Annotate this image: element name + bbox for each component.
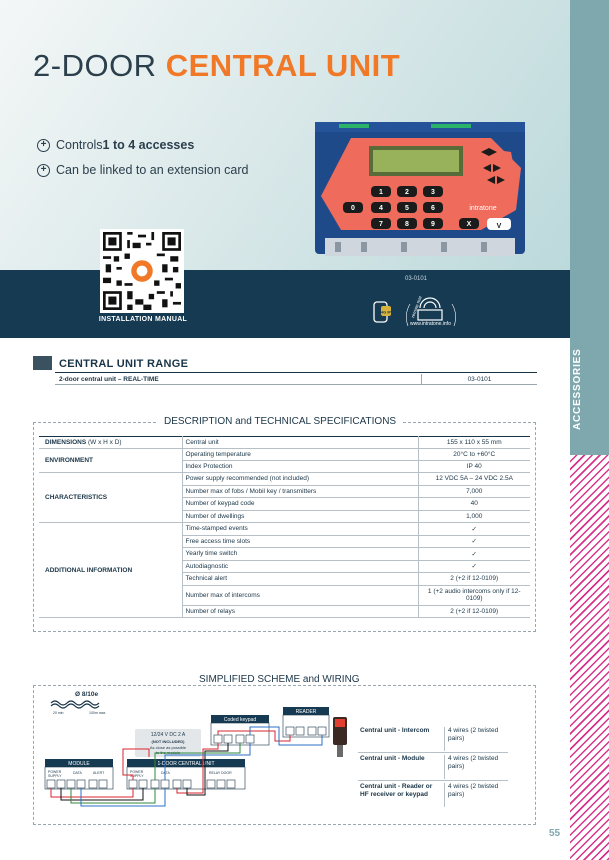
central-block-label: 1-DOOR CENTRAL UNIT bbox=[157, 761, 215, 767]
key-label: 1 bbox=[379, 189, 383, 196]
key-label: 2 bbox=[405, 189, 409, 196]
psu-note-detail: to the module bbox=[155, 750, 181, 755]
psu-note-sub: (NOT INCLUDED) bbox=[151, 739, 185, 744]
section-marker bbox=[33, 356, 52, 370]
cable-gauge: Ø 8/10e bbox=[75, 691, 99, 698]
module-block-label: MODULE bbox=[68, 761, 90, 767]
table-row: DIMENSIONS (W x H x D) Central unit 155 x 110 x 55 mm bbox=[39, 437, 530, 449]
table-row: Central unit - Intercom 4 wires (2 twisted pairs) bbox=[358, 725, 508, 753]
side-hatch-pattern bbox=[570, 455, 609, 860]
key-label: 4 bbox=[379, 205, 383, 212]
distance-max: 100m max bbox=[89, 711, 106, 715]
table-row: CHARACTERISTICS Power supply recommended (not included) 12 VDC 5A – 24 VDC 2.5A bbox=[39, 473, 530, 486]
hero-dark-band bbox=[0, 270, 570, 338]
page-title: 2-DOOR CENTRAL UNIT bbox=[33, 48, 401, 83]
specs-title: DESCRIPTION and TECHNICAL SPECIFICATIONS bbox=[158, 416, 402, 427]
network-badge: 4G IP bbox=[380, 309, 392, 315]
qr-label: INSTALLATION MANUAL bbox=[98, 316, 188, 323]
terminal-label: ALERT bbox=[93, 771, 105, 775]
device-brand: intratone bbox=[469, 205, 497, 212]
table-row: ADDITIONAL INFORMATION Time-stamped events ✓ bbox=[39, 523, 530, 536]
key-label: 3 bbox=[431, 189, 435, 196]
key-label: 5 bbox=[405, 205, 409, 212]
management-label bbox=[410, 296, 433, 318]
key-label: 0 bbox=[351, 205, 355, 212]
range-title: CENTRAL UNIT RANGE bbox=[59, 358, 189, 370]
reader-block-label: READER bbox=[295, 709, 317, 715]
keypad-block-label: Coded keypad bbox=[223, 717, 257, 723]
feature-bullet-2: + Can be linked to an extension card bbox=[37, 163, 249, 177]
page-number: 55 bbox=[549, 828, 561, 839]
table-row: Central unit - Reader or HF receiver or keypad 4 wires (2 twisted pairs) bbox=[358, 781, 508, 813]
table-row: Technical alert 2 (+2 if 12-0109) bbox=[39, 573, 530, 586]
qr-code-icon[interactable] bbox=[100, 229, 184, 313]
plus-circle-icon: + bbox=[37, 139, 50, 152]
table-row: Index Protection IP 40 bbox=[39, 461, 530, 473]
terminal-label: POWER bbox=[48, 770, 62, 774]
wiring-table bbox=[358, 725, 508, 813]
key-label: 8 bbox=[405, 221, 409, 228]
key-label: 6 bbox=[431, 205, 435, 212]
side-tab-label: ACCESSORIES bbox=[572, 348, 583, 430]
plus-circle-icon: + bbox=[37, 164, 50, 177]
key-label: 7 bbox=[379, 221, 383, 228]
key-label: 9 bbox=[431, 221, 435, 228]
table-row: Number of relays 2 (+2 if 12-0109) bbox=[39, 605, 530, 618]
table-row: ENVIRONMENT Operating temperature 20°C to +60°C bbox=[39, 449, 530, 461]
table-row: Number max of intercoms 1 (+2 audio intercoms only if 12-0109) bbox=[39, 585, 530, 605]
terminal-label: SUPPLY bbox=[130, 774, 144, 778]
management-url[interactable]: www.intratone.info bbox=[410, 321, 451, 327]
psu-note-detail: As close as possible bbox=[149, 745, 187, 750]
table-row: Yearly time switch ✓ bbox=[39, 548, 530, 561]
table-row: Number max of fobs / Mobil key / transmitters 7,000 bbox=[39, 485, 530, 498]
central-unit-image bbox=[311, 118, 529, 268]
management-logo bbox=[372, 296, 472, 337]
terminal-label: RELAY DOOR bbox=[209, 771, 232, 775]
table-row: Number of dwellings 1,000 bbox=[39, 510, 530, 523]
terminal-label: DATA bbox=[73, 771, 82, 775]
feature-bullet-1: + Controls 1 to 4 accesses bbox=[37, 138, 194, 152]
device-reference: 03-0101 bbox=[405, 276, 428, 282]
wiring-title: SIMPLIFIED SCHEME and WIRING bbox=[193, 674, 366, 685]
psu-note: 12/24 V DC 2 A bbox=[150, 732, 186, 738]
table-row: Free access time slots ✓ bbox=[39, 535, 530, 548]
specs-table bbox=[39, 436, 530, 618]
key-label: X bbox=[466, 221, 472, 228]
range-row: 2-door central unit – REAL-TIME 03-0101 bbox=[55, 374, 537, 385]
terminal-label: SUPPLY bbox=[48, 774, 62, 778]
table-row: Central unit - Module 4 wires (2 twisted pairs) bbox=[358, 753, 508, 781]
key-label: V bbox=[496, 223, 502, 230]
terminal-label: DATA bbox=[161, 771, 170, 775]
distance-min: 20 min bbox=[53, 711, 64, 715]
table-row: Autodiagnostic ✓ bbox=[39, 560, 530, 573]
table-row: Number of keypad code 40 bbox=[39, 498, 530, 511]
side-tab bbox=[570, 0, 609, 860]
terminal-label: POWER bbox=[130, 770, 144, 774]
